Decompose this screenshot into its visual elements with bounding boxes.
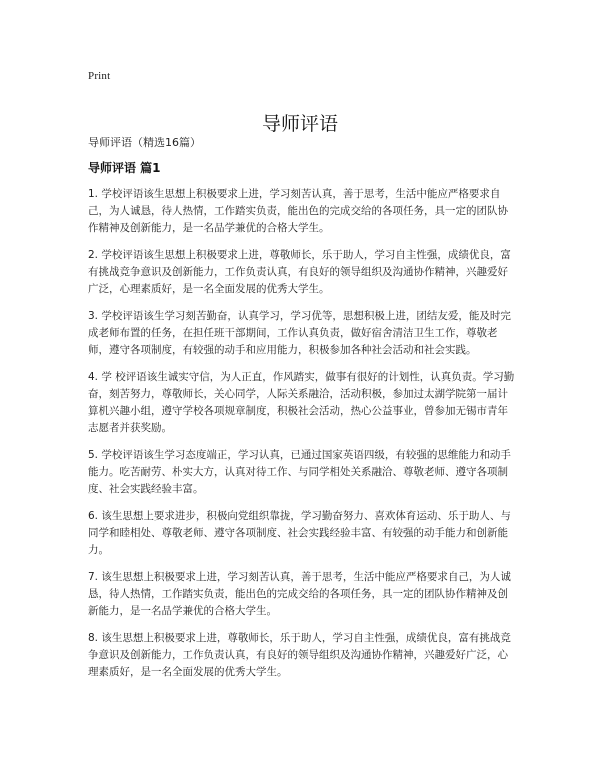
- print-link[interactable]: Print: [88, 70, 111, 82]
- document-subtitle: 导师评语（精选16篇）: [88, 136, 201, 149]
- comment-entry: 3. 学校评语该生学习刻苦勤奋，认真学习，学习优等，思想积极上进，团结友爱，能及时完成老师布置的任务，在担任班干部期间，工作认真负责，做好宿舍清洁卫生工作，尊敬老师，遵守各项制度，有较强的动手和应用能力，积极参加各种社会活动和社会实践。: [88, 310, 511, 356]
- section-heading: 导师评语 篇1: [88, 161, 161, 175]
- comment-entry: 8. 该生思想上积极要求上进，尊敬师长，乐于助人，学习自主性强，成绩优良，富有挑战竞争意识及创新能力，工作负责认真，有良好的领导组织及沟通协作精神，兴趣爱好广泛，心理素质好，是一名全面发展的优秀大学生。: [88, 632, 511, 678]
- comment-entry: 2. 学校评语该生思想上积极要求上进，尊敬师长，乐于助人，学习自主性强，成绩优良，富有挑战竞争意识及创新能力，工作负责认真，有良好的领导组织及沟通协作精神，兴趣爱好广泛，心理素质好，是一名全面发展的优秀大学生。: [88, 249, 511, 295]
- comment-entry: 1. 学校评语该生思想上积极要求上进，学习刻苦认真，善于思考，生活中能应严格要求自己，为人诚恳，待人热情，工作踏实负责，能出色的完成交给的各项任务，具一定的团队协作精神及创新能力，是一名品学兼优的合格大学生。: [88, 188, 508, 234]
- comment-entry: 4. 学 校评语该生诚实守信，为人正直，作风踏实，做事有很好的计划性，认真负责。学习勤奋，刻苦努力，尊敬师长，关心同学，人际关系融洽，活动积极，参加过太湖学院第一届计算机兴趣小组，遵守学校各项规章制度，积极社会活动，热心公益事业，曾参加无锡市青年志愿者并获奖励。: [88, 371, 515, 434]
- comment-entry: 7. 该生思想上积极要求上进，学习刻苦认真，善于思考，生活中能应严格要求自己，为人诚恳，待人热情，工作踏实负责，能出色的完成交给的各项任务，具一定的团队协作精神及创新能力，是一名品学兼优的合格大学生。: [88, 571, 511, 617]
- comment-list: [88, 186, 518, 691]
- comment-entry: 6. 该生思想上要求进步，积极向党组织靠拢，学习勤奋努力、喜欢体育运动、乐于助人、与同学和睦相处、尊敬老师、遵守各项制度、社会实践经验丰富、有较强的动手能力和创新能力。: [88, 510, 511, 556]
- page-title: 导师评语: [261, 112, 338, 135]
- comment-entry: 5. 学校评语该生学习态度端正，学习认真，已通过国家英语四级，有较强的思维能力和动手能力。吃苦耐劳、朴实大方，认真对待工作、与同学相处关系融洽、尊敬老师、遵守各项制度、社会实践经验丰富。: [88, 449, 511, 495]
